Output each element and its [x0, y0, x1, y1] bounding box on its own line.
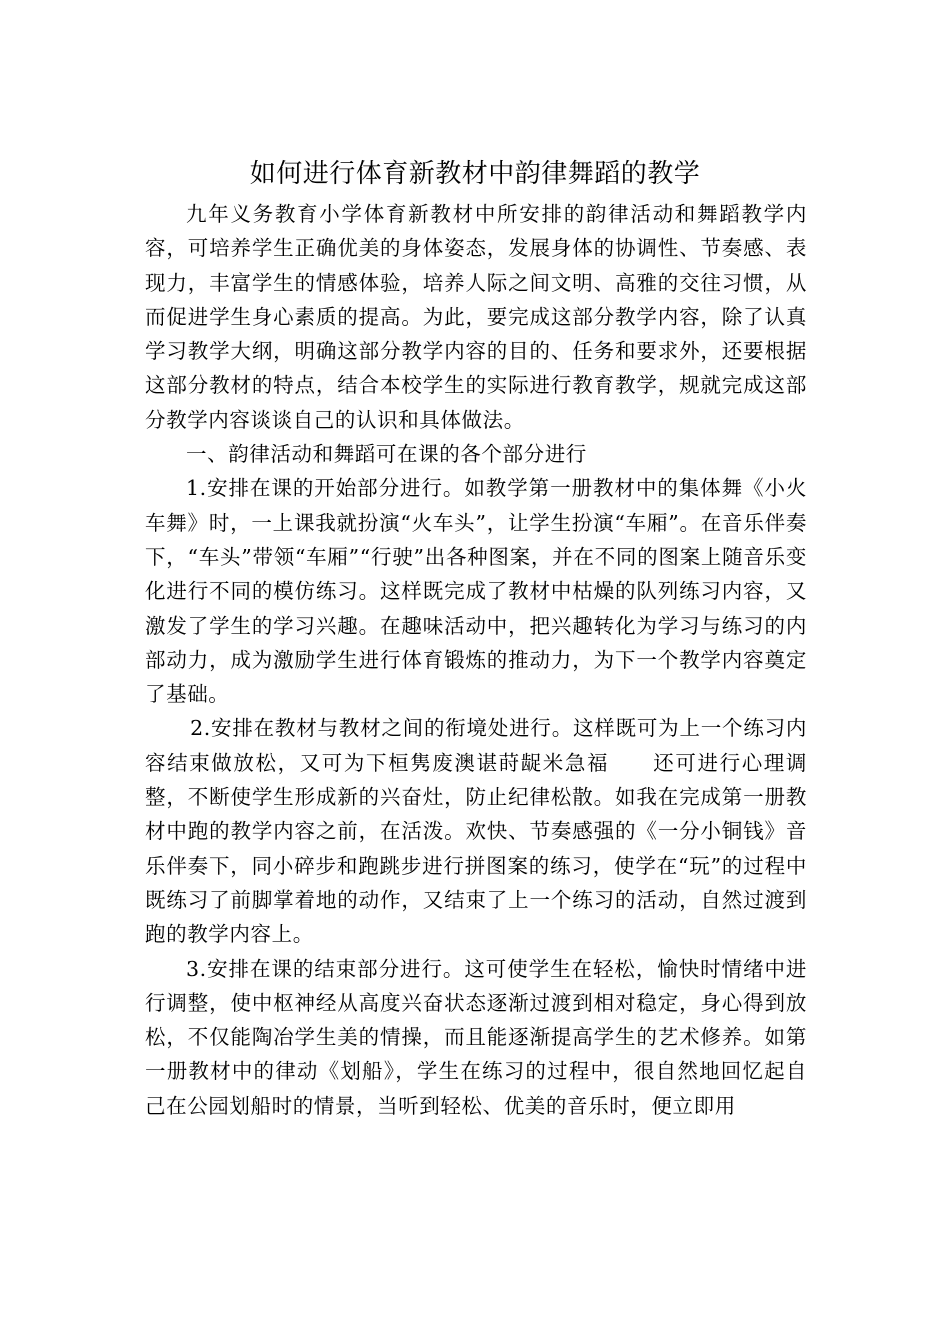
intro-paragraph: 九年义务教育小学体育新教材中所安排的韵律活动和舞蹈教学内容，可培养学生正确优美的身体姿态，发展身体的协调性、节奏感、表现力，丰富学生的情感体验，培养人际之间文明、高雅的交往习惯，从而促进学生身心素质的提高。为此，要完成这部分教学内容，除了认真学习教学大纲，明确这部分教学内容的目的、任务和要求外，还要根据这部分教材的特点，结合本校学生的实际进行教育教学，规就完成这部分教学内容谈谈自己的认识和具体做法。 — [145, 202, 807, 432]
document-body — [145, 197, 807, 1123]
item-paragraph-3: 3.安排在课的结束部分进行。这可使学生在轻松，愉快时情绪中进行调整，使中枢神经从高度兴奋状态逐渐过渡到相对稳定，身心得到放松，不仅能陶冶学生美的情操，而且能逐渐提高学生的艺术修养。如第一册教材中的律动《划船》，学生在练习的过程中，很自然地回忆起自己在公园划船时的情景，当听到轻松、优美的音乐时，便立即用 — [145, 956, 807, 1118]
item-paragraph-1: 1.安排在课的开始部分进行。如教学第一册教材中的集体舞《小火车舞》时，一上课我就扮演“火车头”，让学生扮演“车厢”。在音乐伴奏下，“车头”带领“车厢”“行驶”出各种图案，并在不同的图案上随音乐变化进行不同的模仿练习。这样既完成了教材中枯燥的队列练习内容，又激发了学生的学习兴趣。在趣味活动中，把兴趣转化为学习与练习的内部动力，成为激励学生进行体育锻炼的推动力，为下一个教学内容奠定了基础。 — [145, 476, 807, 707]
section-heading: 一、韵律活动和舞蹈可在课的各个部分进行 — [186, 442, 587, 467]
item-paragraph-2: 2.安排在教材与教材之间的衔境处进行。这样既可为上一个练习内容结束做放松，又可为下桓隽废澳谌莳龊米急福 还可进行心理调整，不断使学生形成新的兴奋灶，防止纪律松散。如我在完成第一册教材中跑的教学内容之前，在活泼。欢快、节奏感强的《一分小铜钱》音乐伴奏下，同小碎步和跑跳步进行拼图案的练习，使学在“玩”的过程中既练习了前脚掌着地的动作，又结束了上一个练习的活动，自然过渡到跑的教学内容上。 — [145, 716, 807, 947]
document-title: 如何进行体育新教材中韵律舞蹈的教学 — [249, 159, 701, 189]
